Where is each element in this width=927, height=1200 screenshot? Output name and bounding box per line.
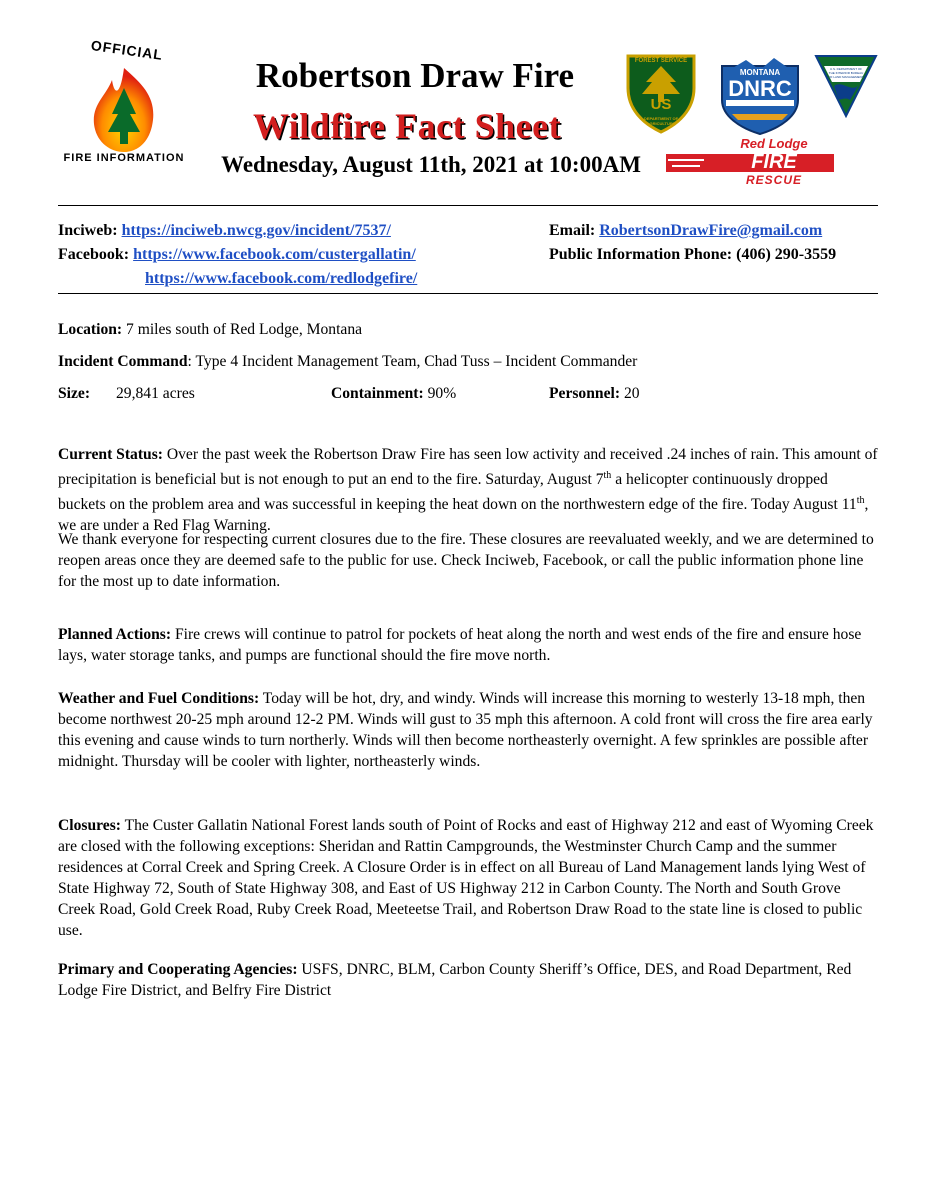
personnel-row xyxy=(549,384,640,404)
email-link[interactable]: RobertsonDrawFire@gmail.com xyxy=(599,222,823,239)
planned-actions-label: Planned Actions: xyxy=(58,626,172,643)
usfs-mid-text: US xyxy=(650,96,672,113)
official-fire-information-logo xyxy=(54,37,194,170)
inciweb-row xyxy=(58,219,391,243)
closures-paragraph: Closures: The Custer Gallatin National Forest lands south of Point of Rocks and east of Highway 212 and east of Wyoming Creek are closed with the following exceptions: Sheridan and Rattin Campgrounds, the Westminster Church Camp and the summer residences at Corral Creek and Spring Creek. A Closure Order is in effect on all Bureau of Land Management lands lying West of State Highway 72, South of State Highway 308, and East of US Highway 212 in Carbon County. The North and South Grove Creek Road, Gold Creek Road, Ruby Creek Road, Meeteetse Trail, and Robertson Draw Road to the state line is closed to public use. xyxy=(58,817,874,939)
phone-value: (406) 290-3559 xyxy=(736,246,837,263)
facebook-link-redlodgefire[interactable]: https://www.facebook.com/redlodgefire/ xyxy=(145,270,418,287)
usfs-top-text: FOREST SERVICE xyxy=(634,58,688,64)
agencies-paragraph: Primary and Cooperating Agencies: USFS, DNRC, BLM, Carbon County Sheriff’s Office, DES, and Road Department, Red Lodge Fire District, and Belfry Fire District xyxy=(58,961,852,999)
official-text: OFFICIAL xyxy=(89,37,165,63)
fire-text: FIRE xyxy=(751,151,797,173)
containment-value: 90% xyxy=(427,385,457,402)
location-label: Location: xyxy=(58,321,123,338)
fire-information-text: FIRE INFORMATION xyxy=(63,152,185,164)
email-row xyxy=(549,219,822,243)
dnrc-top-text: MONTANA xyxy=(739,68,781,77)
size-label: Size: xyxy=(58,385,91,402)
phone-label: Public Information Phone: xyxy=(549,246,733,263)
page-title: Robertson Draw Fire xyxy=(255,56,575,95)
personnel-value: 20 xyxy=(623,385,640,402)
current-status-label: Current Status: xyxy=(58,446,163,463)
red-lodge-fire-rescue-logo xyxy=(664,136,836,190)
weather-paragraph: Weather and Fuel Conditions: Today will be hot, dry, and windy. Winds will increase this morning to westerly 13-18 mph, then become northwest 20-25 mph around 12-2 PM. Winds will gust to 35 mph this afternoon. A cold front will cross the fire area early this evening and cause winds to turn northerly. Winds will then become northeasterly overnight. A few sprinkles are possible after midnight. Thursday will be cooler with lighter, northeasterly winds. xyxy=(58,690,873,770)
closures-label: Closures: xyxy=(58,817,121,834)
containment-label: Containment: xyxy=(331,385,424,402)
blm-text: U.S. DEPARTMENT OF THE INTERIOR BUREAU OF LAND MANAGEMENT xyxy=(828,67,864,79)
dnrc-mid-text: DNRC xyxy=(728,76,792,101)
location-value: 7 miles south of Red Lodge, Montana xyxy=(126,321,363,338)
blm-logo xyxy=(814,54,878,118)
facebook-row xyxy=(58,243,416,267)
facebook-link-custergallatin[interactable]: https://www.facebook.com/custergallatin/ xyxy=(133,246,416,263)
inciweb-link[interactable]: https://inciweb.nwcg.gov/incident/7537/ xyxy=(121,222,391,239)
planned-actions-paragraph: Planned Actions: Fire crews will continue to patrol for pockets of heat along the north and west ends of the fire and ensure hose lays, water storage tanks, and pumps are functional should the fire move north. xyxy=(58,626,862,664)
usfs-logo xyxy=(624,52,698,134)
rescue-text: RESCUE xyxy=(745,173,802,187)
page-subtitle: Wildfire Fact Sheet xyxy=(252,106,562,146)
facebook-row-2 xyxy=(145,267,417,291)
size-value: 29,841 acres xyxy=(116,385,195,402)
top-divider xyxy=(58,205,878,206)
dnrc-logo xyxy=(716,52,804,136)
phone-row xyxy=(549,243,836,267)
usfs-bottom-text: DEPARTMENT OF AGRICULTURE xyxy=(643,116,679,126)
weather-label: Weather and Fuel Conditions: xyxy=(58,690,260,707)
bottom-divider xyxy=(58,293,878,294)
red-lodge-text: Red Lodge xyxy=(740,136,808,151)
report-date: Wednesday, August 11th, 2021 at 10:00AM xyxy=(221,152,641,177)
incident-command-row xyxy=(58,352,637,372)
closures-note-paragraph: We thank everyone for respecting current closures due to the fire. These closures are reevaluated weekly, and we are determined to reopen areas once they are deemed safe to the public for use. Check Inciweb, Facebook, or call the public information phone line for the most up to date information. xyxy=(58,531,874,590)
agencies-label: Primary and Cooperating Agencies: xyxy=(58,961,298,978)
current-status-paragraph: Current Status: Over the past week the Robertson Draw Fire has seen low activity and received .24 inches of rain. This amount of precipitation is beneficial but is not enough to put an end to the fire. Saturday, August 7th a helicopter continuously dropped buckets on the problem area and was successful in keeping the heat down on the northwestern edge of the fire. Today August 11th, we are under a Red Flag Warning. xyxy=(58,446,878,535)
facebook-label: Facebook: xyxy=(58,246,130,263)
containment-row xyxy=(331,384,456,404)
inciweb-label: Inciweb: xyxy=(58,222,118,239)
location-row xyxy=(58,320,362,340)
incident-command-label: Incident Command xyxy=(58,353,188,370)
email-label: Email: xyxy=(549,222,596,239)
personnel-label: Personnel: xyxy=(549,385,621,402)
incident-command-value: : Type 4 Incident Management Team, Chad Tuss – Incident Commander xyxy=(187,353,638,370)
